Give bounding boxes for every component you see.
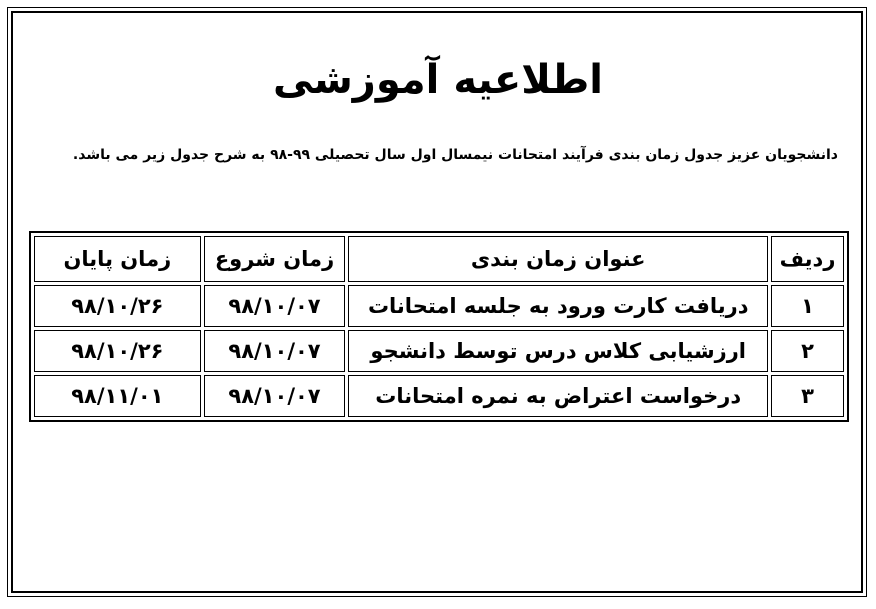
schedule-table-wrapper — [29, 231, 849, 422]
table-header-row — [34, 236, 844, 282]
cell-start-time: ۹۸/۱۰/۰۷ — [204, 285, 346, 327]
cell-row-number: ۳ — [771, 375, 844, 417]
cell-row-number: ۱ — [771, 285, 844, 327]
cell-start-time: ۹۸/۱۰/۰۷ — [204, 330, 346, 372]
cell-row-number: ۲ — [771, 330, 844, 372]
cell-schedule-title: ارزشیابی کلاس درس توسط دانشجو — [348, 330, 768, 372]
table-row — [34, 285, 844, 327]
cell-schedule-title: درخواست اعتراض به نمره امتحانات — [348, 375, 768, 417]
header-start-time: زمان شروع — [204, 236, 346, 282]
table-row — [34, 375, 844, 417]
cell-end-time: ۹۸/۱۰/۲۶ — [34, 330, 201, 372]
cell-schedule-title: دریافت کارت ورود به جلسه امتحانات — [348, 285, 768, 327]
intro-paragraph: دانشجویان عزیز جدول زمان بندی فرآیند امتحانات نیمسال اول سال تحصیلی ۹۹-۹۸ به شرح جدول زیر می باشد. — [72, 147, 838, 163]
header-end-time: زمان پایان — [34, 236, 201, 282]
cell-end-time: ۹۸/۱۰/۲۶ — [34, 285, 201, 327]
page-title: اطلاعیه آموزشی — [273, 57, 603, 103]
cell-end-time: ۹۸/۱۱/۰۱ — [34, 375, 201, 417]
header-row-number: ردیف — [771, 236, 844, 282]
schedule-table — [29, 231, 849, 422]
cell-start-time: ۹۸/۱۰/۰۷ — [204, 375, 346, 417]
table-row — [34, 330, 844, 372]
header-schedule-title: عنوان زمان بندی — [348, 236, 768, 282]
